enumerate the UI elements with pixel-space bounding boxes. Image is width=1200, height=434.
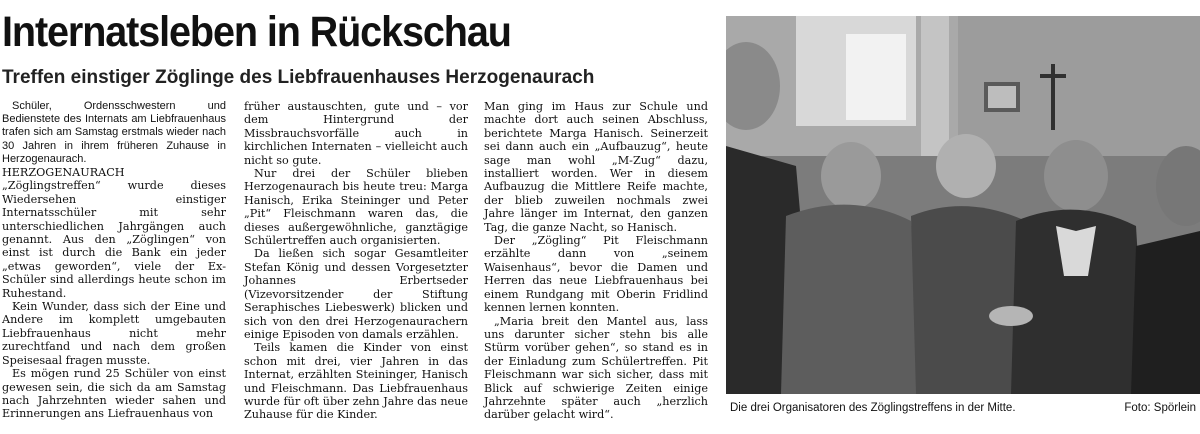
headline: Internatsleben in Rückschau — [2, 8, 511, 56]
body-paragraph: Kein Wunder, dass sich der Eine und Andere im komplett umgebauten Liebfrauenhaus nicht mehr zurechtfand und nach dem großen Speisesaal fragen musste. — [2, 300, 226, 367]
body-paragraph: Es mögen rund 25 Schüler von einst gewesen sein, die sich da am Samstag nach Jahrzehnten wieder sahen und Erinnerungen ans Liefrauenhaus von — [2, 367, 226, 421]
paragraph-text: „Zöglingstreffen“ wurde dieses Wiedersehen einstiger Internatsschüler mit sehr unterschiedlichen Jahrgängen auch genannt. Aus den „Zöglingen“ von einst ist durch die Bank ein jeder „etwas geworden“, viele der Ex-Schüler sind allerdings heute schon im Ruhestand. — [2, 179, 226, 300]
body-paragraph: Man ging im Haus zur Schule und machte dort auch seinen Abschluss, berichtete Marga Hanisch. Seinerzeit sei dann auch ein „Aufbauzug“, heute sage man wohl „M-Zug“ dazu, installiert worden. Wer in diesem Aufbauzug die Mittlere Reife machte, der blieb zuweilen nochmals zwei Jahre länger im Internat, den ganzen Tag, die ganze Nacht, so Hanisch. — [484, 100, 708, 234]
dateline: HERZOGENAURACH — [2, 166, 125, 180]
body-paragraph: Teils kamen die Kinder von einst schon mit drei, vier Jahren in das Internat, erzählten Steininger, Hanisch und Fleischmann. Das Liebfrauenhaus wurde für oft über zehn Jahre das neue Zuhause für die Kinder. — [244, 341, 468, 422]
photo-credit: Foto: Spörlein — [1124, 402, 1196, 414]
caption-text: Die drei Organisatoren des Zöglingstreffens in der Mitte. — [730, 402, 1016, 414]
body-paragraph: früher austauschten, gute und – vor dem Hintergrund der Missbrauchsvorfälle auch in kirchlichen Internaten – vielleicht auch nicht so gute. — [244, 100, 468, 167]
text-column-1 — [2, 100, 226, 421]
body-paragraph — [2, 166, 226, 300]
text-column-2 — [244, 100, 468, 422]
lead-paragraph: Schüler, Ordensschwestern und Bedienstete des Internats am Liebfrauenhaus trafen sich am Samstag erstmals wieder nach 30 Jahren in ihrem früheren Zuhause in Herzogenaurach. — [2, 100, 226, 165]
body-paragraph: „Maria breit den Mantel aus, lass uns darunter sicher stehn bis alle Stürm vorüber gehen“, so stand es in der Einladung zum Schülertreffen. Pit Fleischmann war sich sicher, dass mit Blick auf schwierige Zeiten einige Jahrzehnte später auch „herzlich darüber gelacht wird“. — [484, 314, 708, 422]
photo-caption — [730, 401, 1196, 415]
photo-illustration — [726, 16, 1200, 394]
text-column-3 — [484, 100, 708, 422]
body-paragraph: Nur drei der Schüler blieben Herzogenaurach bis heute treu: Marga Hanisch, Erika Steininger und Peter „Pit“ Fleischmann waren das, die dieses außergewöhnliche, ganztägige Schülertreffen auch organisierten. — [244, 167, 468, 248]
body-paragraph: Der „Zögling“ Pit Fleischmann erzählte dann von „seinem Waisenhaus“, bevor die Damen und Herren das neue Liebfrauenhaus bei einem Rundgang mit Oberin Fridlind kennen lernen konnten. — [484, 234, 708, 315]
article-photo — [726, 16, 1200, 394]
subheadline: Treffen einstiger Zöglinge des Liebfrauenhauses Herzogenaurach — [2, 67, 595, 88]
body-paragraph: Da ließen sich sogar Gesamtleiter Stefan König und dessen Vorgesetzter Johannes Erbertseder (Vizevorsitzender der Stiftung Seraphisches Liebeswerk) blicken und sich von den drei Herzogenaurachern einige Episoden von damals erzählen. — [244, 247, 468, 341]
